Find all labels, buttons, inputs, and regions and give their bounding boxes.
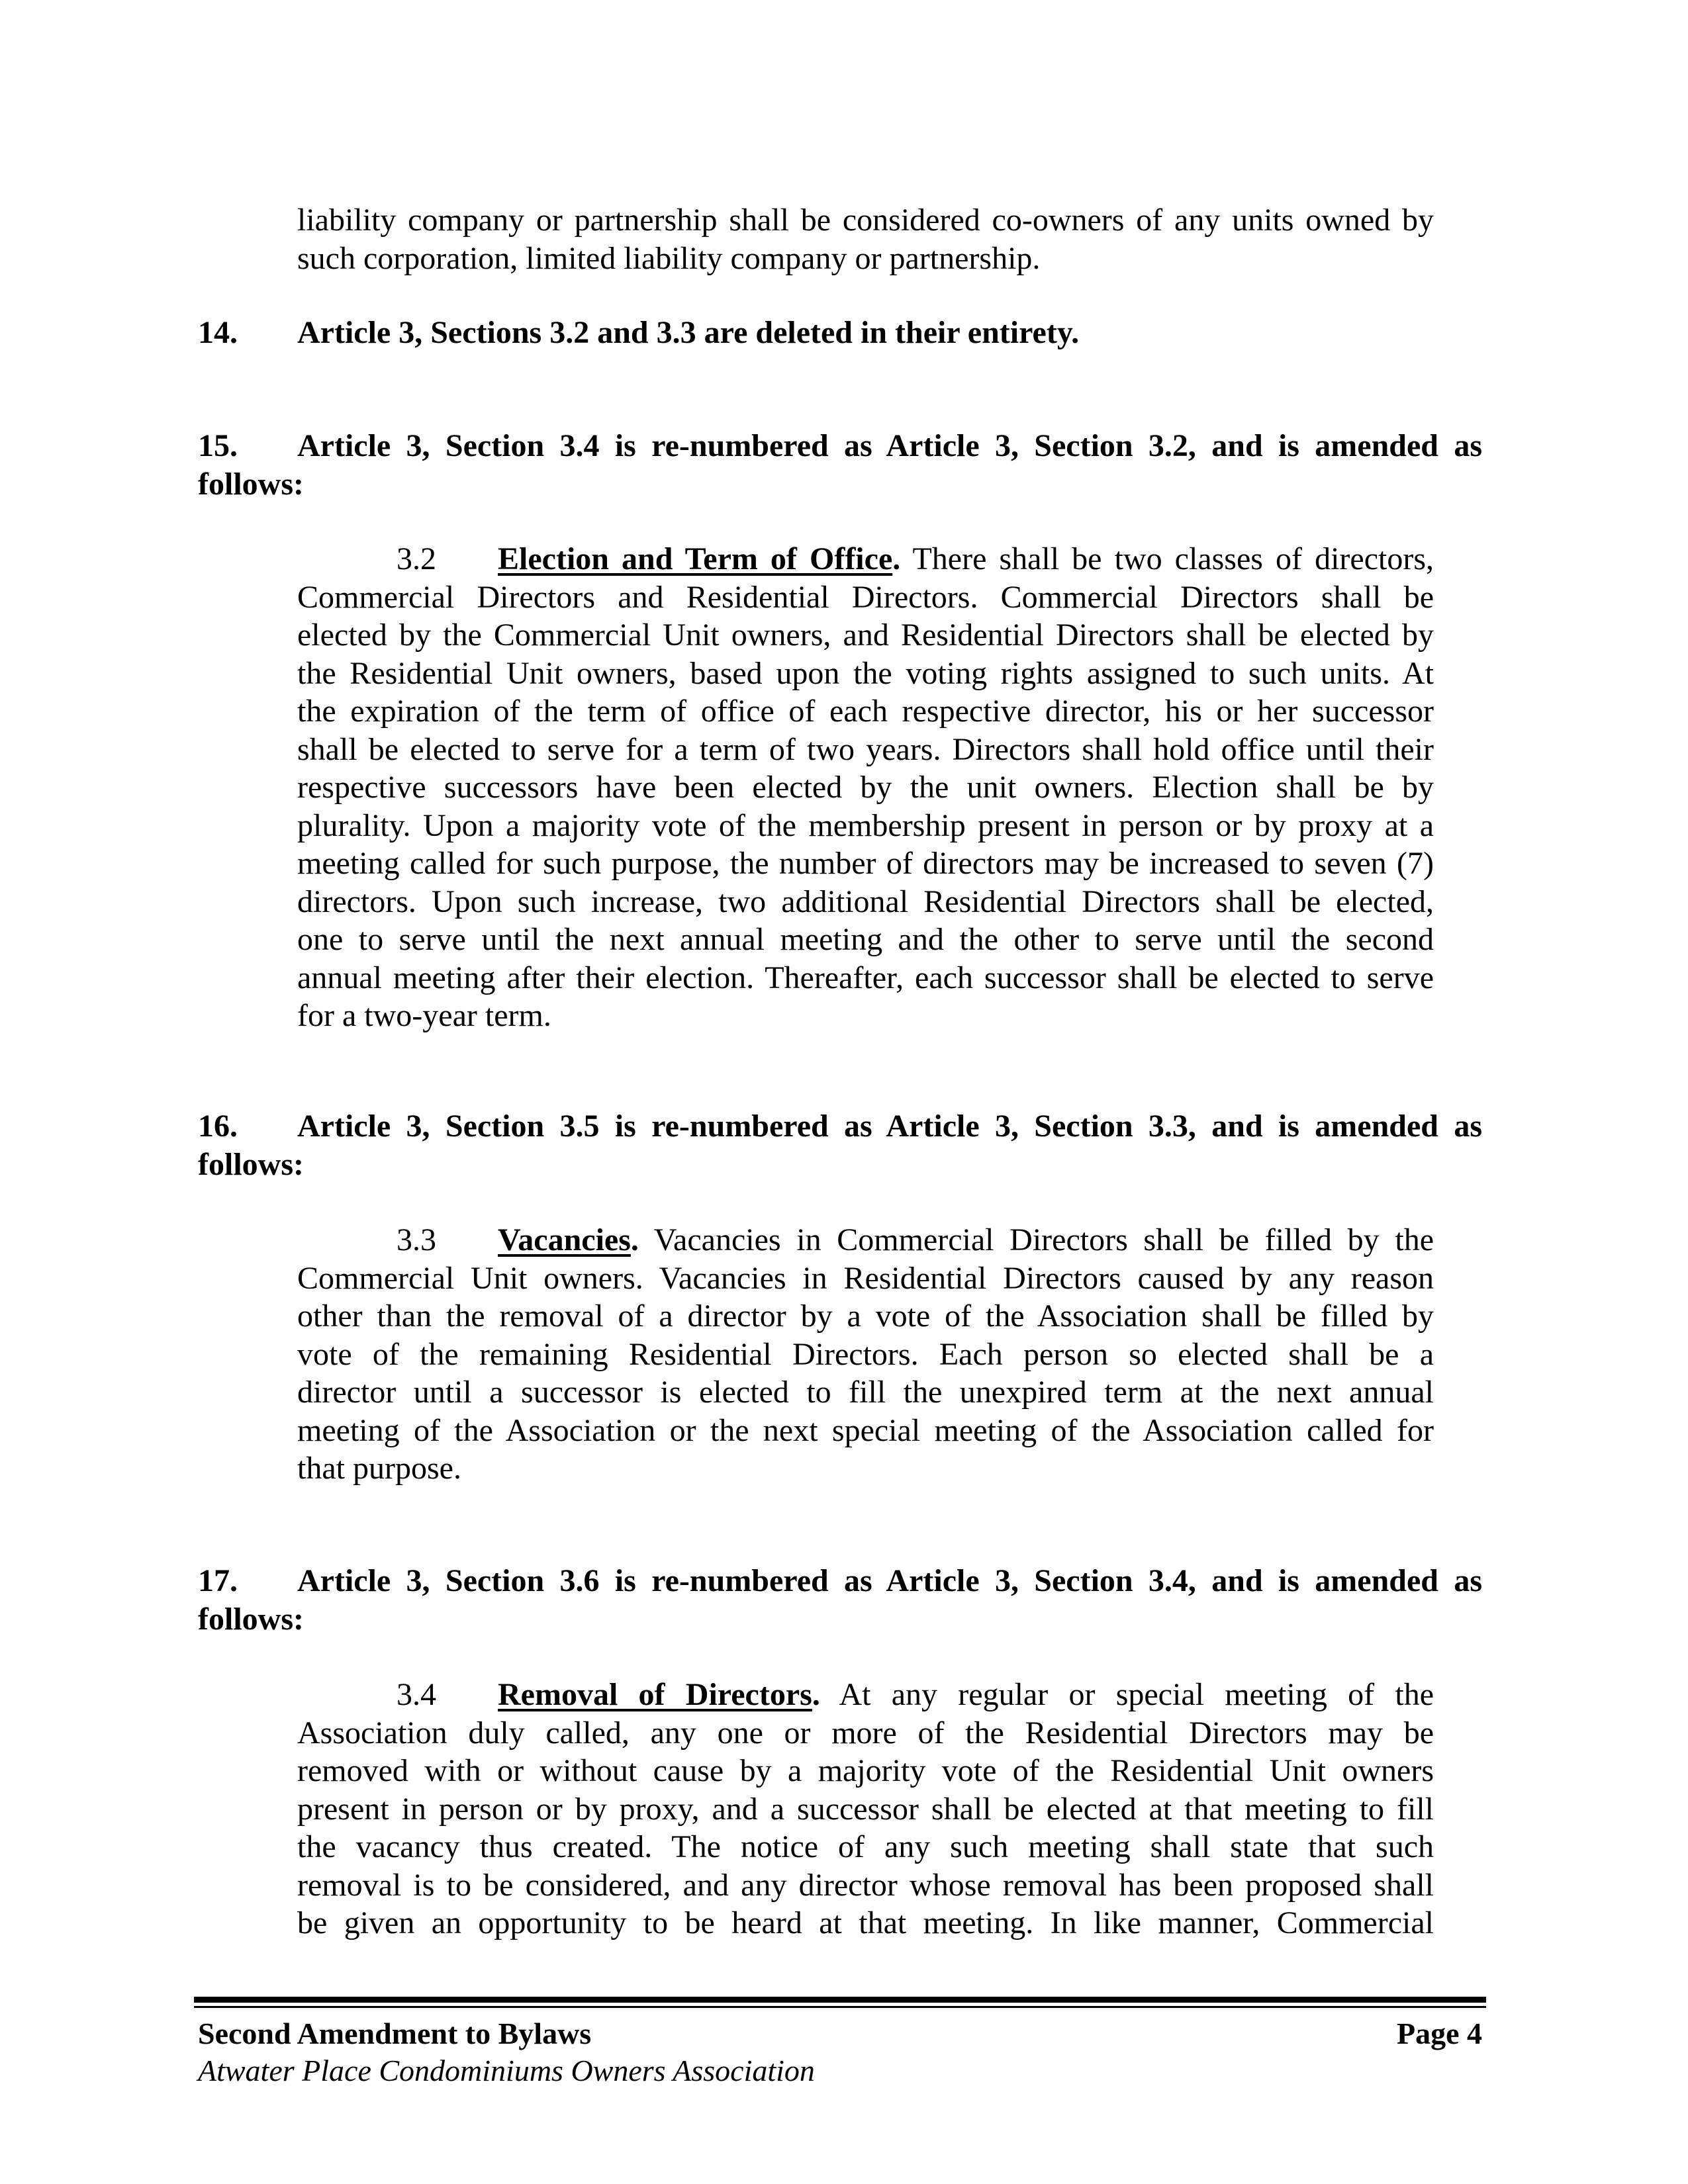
section-number: 3.4	[397, 1677, 436, 1712]
paragraph-line: one to serve until the next annual meeting and the other to serve until the second	[297, 922, 1434, 957]
paragraph-line: that purpose.	[297, 1451, 461, 1486]
paragraph-line: be given an opportunity to be heard at that meeting. In like manner, Commercial	[297, 1905, 1434, 1940]
paragraph-line: the vacancy thus created. The notice of any such meeting shall state that such	[297, 1829, 1434, 1864]
paragraph-line: removal is to be considered, and any director whose removal has been proposed shall	[297, 1867, 1434, 1903]
intro-line: liability company or partnership shall be considered co-owners of any units owned by	[297, 203, 1434, 238]
intro-paragraph	[297, 201, 1434, 277]
section-title: Election and Term of Office	[498, 541, 893, 576]
paragraph-line: the Residential Unit owners, based upon the voting rights assigned to such units. At	[297, 655, 1434, 691]
item-text: Article 3, Section 3.4 is re-numbered as Article 3, Section 3.2, and is amended as	[297, 428, 1482, 463]
section-text: At any regular or special meeting of the	[820, 1677, 1434, 1712]
paragraph-line: annual meeting after their election. Thereafter, each successor shall be elected to serve	[297, 960, 1434, 995]
paragraph-line: elected by the Commercial Unit owners, and Residential Directors shall be elected by	[297, 617, 1434, 653]
section-title: Vacancies	[498, 1222, 631, 1257]
paragraph-line: Commercial Unit owners. Vacancies in Residential Directors caused by any reason	[297, 1260, 1434, 1296]
section-text: There shall be two classes of directors,	[900, 541, 1434, 576]
item-17-heading	[198, 1562, 1482, 1638]
item-15-heading	[198, 427, 1482, 503]
intro-line: such corporation, limited liability company or partnership.	[297, 240, 1041, 276]
section-3-3-paragraph: 3.3 Vacancies. Vacancies in Commercial Directors shall be filled by the Commercial Unit owners. Vacancies in Residential Directors caused by any reason other than the removal of a director by a vote of the Association shall be filled by vote of the remaining Residential Directors. Each person so elected shall be a director until a successor is elected to fill the unexpired term at the next annual meeting of the Association or the next special meeting of the Association called for that purpose.	[297, 1221, 1434, 1488]
section-title: Removal of Directors	[498, 1677, 812, 1712]
item-number: 15.	[198, 428, 238, 463]
footer-document-title: Second Amendment to Bylaws	[198, 2017, 592, 2050]
section-number: 3.2	[397, 541, 436, 576]
paragraph-line: plurality. Upon a majority vote of the membership present in person or by proxy at a	[297, 807, 1434, 843]
paragraph-line: present in person or by proxy, and a successor shall be elected at that meeting to fill	[297, 1791, 1434, 1827]
page-footer	[198, 2015, 1482, 2089]
item-text-cont: follows:	[198, 1601, 304, 1637]
item-text-cont: follows:	[198, 1146, 304, 1182]
section-text: Vacancies in Commercial Directors shall be filled by the	[638, 1222, 1434, 1257]
item-number: 14.	[198, 315, 238, 350]
footer-page-number: Page 4	[1396, 2017, 1482, 2050]
paragraph-line: Association duly called, any one or more of the Residential Directors may be	[297, 1715, 1434, 1751]
item-text: Article 3, Sections 3.2 and 3.3 are deleted in their entirety.	[297, 315, 1080, 350]
paragraph-line: director until a successor is elected to fill the unexpired term at the next annual	[297, 1375, 1434, 1410]
item-number: 17.	[198, 1563, 238, 1598]
paragraph-line: removed with or without cause by a majority vote of the Residential Unit owners	[297, 1753, 1434, 1788]
paragraph-line: directors. Upon such increase, two additional Residential Directors shall be elected,	[297, 884, 1434, 919]
item-16-heading	[198, 1107, 1482, 1183]
footer-rule-thin	[194, 2006, 1486, 2008]
paragraph-line: respective successors have been elected by the unit owners. Election shall be by	[297, 770, 1434, 805]
paragraph-line: vote of the remaining Residential Directors. Each person so elected shall be a	[297, 1336, 1434, 1372]
paragraph-line: meeting of the Association or the next special meeting of the Association called for	[297, 1412, 1434, 1448]
section-number: 3.3	[397, 1222, 436, 1257]
section-3-4-paragraph: 3.4 Removal of Directors. At any regular or special meeting of the Association duly called, any one or more of the Residential Directors may be removed with or without cause by a majority vote of the Residential Unit owners present in person or by proxy, and a successor shall be elected at that meeting to fill the vacancy thus created. The notice of any such meeting shall state that such removal is to be considered, and any director whose removal has been proposed shall be given an opportunity to be heard at that meeting. In like manner, Commercial	[297, 1676, 1434, 1942]
item-number: 16.	[198, 1109, 238, 1144]
section-3-2-paragraph: 3.2 Election and Term of Office. There shall be two classes of directors, Commercial Directors and Residential Directors. Commercial Directors shall be elected by the Commercial Unit owners, and Residential Directors shall be elected by the Residential Unit owners, based upon the voting rights assigned to such units. At the expiration of the term of office of each respective director, his or her successor shall be elected to serve for a term of two years. Directors shall hold office until their respective successors have been elected by the unit owners. Election shall be by plurality. Upon a majority vote of the membership present in person or by proxy at a meeting called for such purpose, the number of directors may be increased to seven (7) directors. Upon such increase, two additional Residential Directors shall be elected, one to serve until the next annual meeting and the other to serve until the second annual meeting after their election. Thereafter, each successor shall be elected to serve for a two-year term.	[297, 540, 1434, 1035]
paragraph-line: meeting called for such purpose, the number of directors may be increased to seven (7)	[297, 846, 1434, 881]
footer-association-name: Atwater Place Condominiums Owners Association	[198, 2054, 815, 2087]
item-text: Article 3, Section 3.5 is re-numbered as Article 3, Section 3.3, and is amended as	[297, 1109, 1482, 1144]
footer-rule-thick	[194, 1997, 1486, 2003]
item-14-heading	[198, 314, 1482, 352]
item-text-cont: follows:	[198, 466, 304, 502]
paragraph-line: Commercial Directors and Residential Directors. Commercial Directors shall be	[297, 579, 1434, 615]
paragraph-line: shall be elected to serve for a term of two years. Directors shall hold office until their	[297, 731, 1434, 767]
item-text: Article 3, Section 3.6 is re-numbered as Article 3, Section 3.4, and is amended as	[297, 1563, 1482, 1598]
paragraph-line: for a two-year term.	[297, 998, 551, 1033]
paragraph-line: the expiration of the term of office of each respective director, his or her successor	[297, 694, 1434, 729]
paragraph-line: other than the removal of a director by a vote of the Association shall be filled by	[297, 1298, 1434, 1334]
